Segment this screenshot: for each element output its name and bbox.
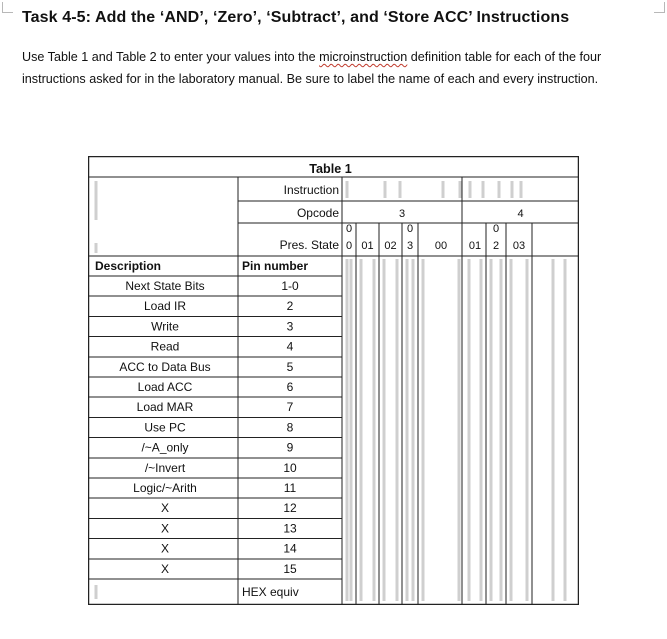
row-pin-number: 12 [283,501,297,516]
pres-state-value: 3 [406,240,414,252]
opcode-value: 3 [398,208,406,220]
row-description: X [160,541,170,556]
row-pin-number: 6 [286,380,294,394]
row-pin-number: 7 [286,400,294,415]
faint-column-guide [383,259,386,601]
pres-state-value: 02 [384,240,397,252]
faint-column-guide [396,259,399,601]
row-pin-number: 9 [286,440,294,455]
row-pin-number: 5 [286,359,294,374]
row-description: Use PC [144,420,186,435]
row-description: /~Invert [144,460,186,475]
pres-state-digit: 0 [345,223,353,235]
row-description: Read [150,339,180,354]
faint-column-guide [469,181,472,198]
pres-state-label: Pres. State [279,238,339,252]
faint-column-guide [480,259,483,601]
row-pin-number: 13 [283,521,297,536]
faint-column-guide [350,259,353,601]
table-caption: Table 1 [309,162,352,176]
pres-state-digit: 0 [406,223,414,235]
task-heading: Task 4-5: Add the ‘AND’, ‘Zero’, ‘Subtract’, and ‘Store ACC’ Instructions [22,9,570,26]
row-description: Logic/~Arith [133,481,197,495]
faint-column-guide [500,259,503,601]
row-description: ACC to Data Bus [119,359,211,374]
pres-state-value: 03 [512,240,526,252]
faint-column-guide [384,181,387,198]
row-pin-number: 2 [286,299,294,314]
faint-column-guide [511,181,514,198]
pres-state-value: 0 [345,240,353,252]
row-pin-number: 1-0 [281,279,299,293]
instructions-paragraph [22,46,642,90]
faint-column-guide [406,259,409,601]
faint-column-guide [564,259,567,601]
row-pin-number: 14 [283,541,297,556]
faint-column-guide [458,259,461,601]
row-pin-number: 10 [283,460,297,475]
faint-column-guide [95,243,98,253]
microinstruction-table [88,156,579,605]
instructions-keyword: microinstruction [319,50,408,64]
faint-column-guide [526,259,529,601]
faint-column-guide [422,259,425,601]
opcode-value: 4 [517,208,524,220]
faint-column-guide [399,181,402,198]
faint-column-guide [510,259,513,601]
faint-column-guide [490,259,493,601]
faint-column-guide [95,181,98,220]
opcode-label: Opcode [296,206,339,220]
faint-column-guide [520,181,523,198]
instruction-label: Instruction [283,183,339,197]
faint-column-guide [442,181,445,198]
pres-state-value: 2 [492,240,500,252]
description-header: Description [95,259,162,273]
row-description: X [160,501,170,516]
instructions-text-end: definition table for each of the four instructions asked for in the laboratory manual. Be sure to label the name of each and every instruction. [22,50,602,86]
faint-column-guide [373,259,376,601]
hex-equiv-label: HEX equiv [242,585,299,599]
faint-column-guide [346,259,349,601]
pin-number-header: Pin number [242,259,309,273]
faint-column-guide [552,259,555,601]
row-description: /~A_only [141,440,189,455]
faint-column-guide [498,181,501,198]
faint-column-guide [95,585,98,599]
row-description: Next State Bits [125,279,205,293]
page-corner-mark [654,2,665,13]
faint-column-guide [482,181,485,198]
pres-state-digit: 0 [492,223,500,235]
row-description: Write [151,319,179,334]
faint-column-guide [459,181,462,198]
row-pin-number: 15 [283,561,297,576]
faint-column-guide [412,259,415,601]
page-corner-mark [2,2,13,13]
row-pin-number: 4 [286,339,294,354]
pres-state-value: 01 [468,240,482,252]
row-description: X [160,561,170,576]
row-pin-number: 8 [286,420,294,435]
pres-state-value: 00 [434,240,448,252]
row-description: X [160,521,170,536]
faint-column-guide [360,259,363,601]
faint-column-guide [346,181,349,198]
row-pin-number: 11 [283,481,297,495]
row-description: Load IR [143,299,187,314]
row-description: Load MAR [136,400,194,415]
faint-column-guide [468,259,471,601]
pres-state-value: 01 [361,240,374,252]
row-pin-number: 3 [286,319,294,334]
row-description: Load ACC [137,380,193,394]
instructions-text-start: Use Table 1 and Table 2 to enter your values into the [22,50,320,64]
